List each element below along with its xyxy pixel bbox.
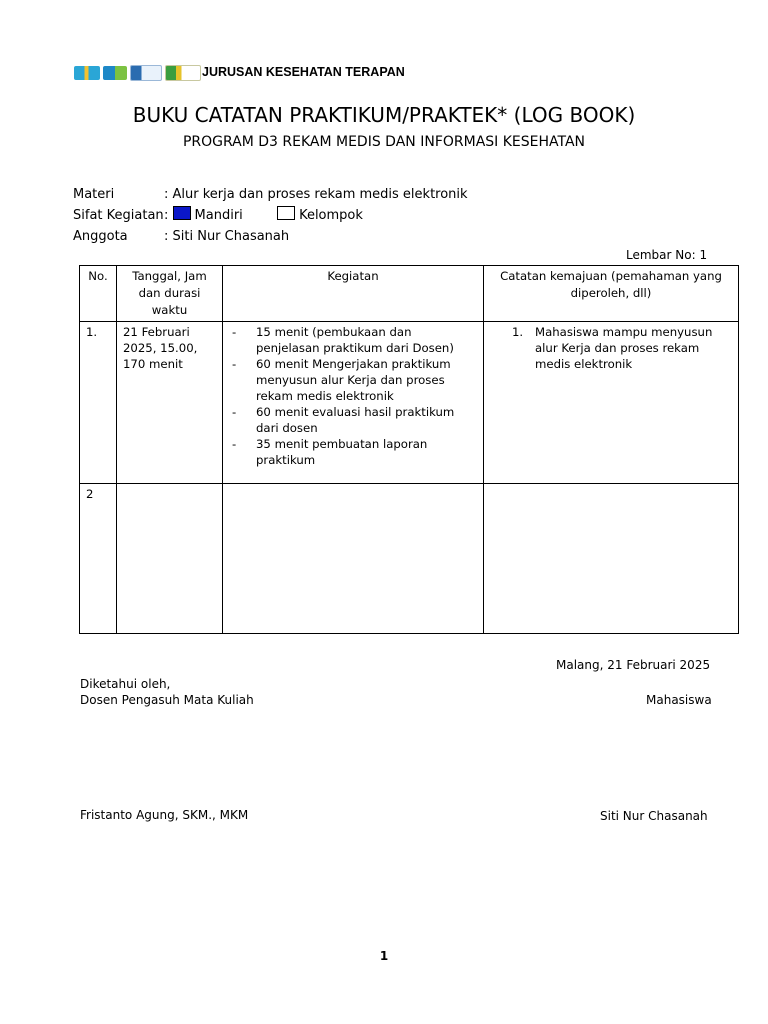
row-date: 21 Februari 2025, 15.00, 170 menit <box>117 322 223 484</box>
row-no: 1. <box>80 322 117 484</box>
table-row <box>80 484 739 634</box>
kemenkes-logo <box>74 66 100 80</box>
bermaq-logo <box>103 66 127 80</box>
materi-value: : Alur kerja dan proses rekam medis elektronik <box>164 187 468 202</box>
materi-label: Materi <box>73 187 115 202</box>
activity-item: - 60 menit Mengerjakan praktikum menyusun alur Kerja dan proses rekam medis elektronik <box>229 356 477 404</box>
polkesma-logo <box>165 65 201 81</box>
sifat-colon: : <box>164 208 169 223</box>
place-date: Malang, 21 Februari 2025 <box>556 658 711 672</box>
page-subtitle: PROGRAM D3 REKAM MEDIS DAN INFORMASI KESEHATAN <box>182 134 586 150</box>
header-no: No. <box>80 266 117 322</box>
header-notes: Catatan kemajuan (pemahaman yang diperoleh, dll) <box>484 266 739 322</box>
department-name: JURUSAN KESEHATAN TERAPAN <box>202 65 405 79</box>
table-row <box>80 322 739 484</box>
student-name: Siti Nur Chasanah <box>600 809 708 823</box>
lecturer-role: Dosen Pengasuh Mata Kuliah <box>80 693 254 707</box>
header-logos <box>74 64 201 81</box>
sheet-number: Lembar No: 1 <box>626 248 708 262</box>
known-by: Diketahui oleh, <box>80 677 171 691</box>
sifat-options <box>164 206 363 223</box>
student-role: Mahasiswa <box>646 693 712 707</box>
header-date: Tanggal, Jam dan durasi waktu <box>117 266 223 322</box>
page-title: BUKU CATATAN PRAKTIKUM/PRAKTEK* (LOG BOOK) <box>132 103 636 127</box>
page-number: 1 <box>379 949 389 963</box>
mandiri-label: Mandiri <box>194 208 243 223</box>
kelompok-checkbox[interactable] <box>277 206 295 220</box>
notes-item <box>508 324 732 372</box>
logbook-table <box>79 265 739 634</box>
table-header-row <box>80 266 739 322</box>
anggota-value: : Siti Nur Chasanah <box>164 229 290 244</box>
blu-logo <box>130 65 162 81</box>
row-date <box>117 484 223 634</box>
notes-text: Mahasiswa mampu menyusun alur Kerja dan proses rekam medis elektronik <box>535 325 713 371</box>
sifat-label: Sifat Kegiatan <box>73 208 164 223</box>
activity-item: - 15 menit (pembukaan dan penjelasan praktikum dari Dosen) <box>229 324 477 356</box>
kelompok-label: Kelompok <box>299 208 363 223</box>
row-no: 2 <box>80 484 117 634</box>
activity-item: - 35 menit pembuatan laporan praktikum <box>229 436 477 468</box>
notes-number: 1. <box>512 325 524 339</box>
mandiri-checkbox[interactable] <box>173 206 191 220</box>
row-notes <box>484 484 739 634</box>
lecturer-name: Fristanto Agung, SKM., MKM <box>80 808 249 822</box>
activity-item: - 60 menit evaluasi hasil praktikum dari dosen <box>229 404 477 436</box>
row-activities <box>223 484 484 634</box>
anggota-label: Anggota <box>73 229 128 244</box>
row-notes <box>484 322 739 484</box>
row-activities <box>223 322 484 484</box>
header-activity: Kegiatan <box>223 266 484 322</box>
